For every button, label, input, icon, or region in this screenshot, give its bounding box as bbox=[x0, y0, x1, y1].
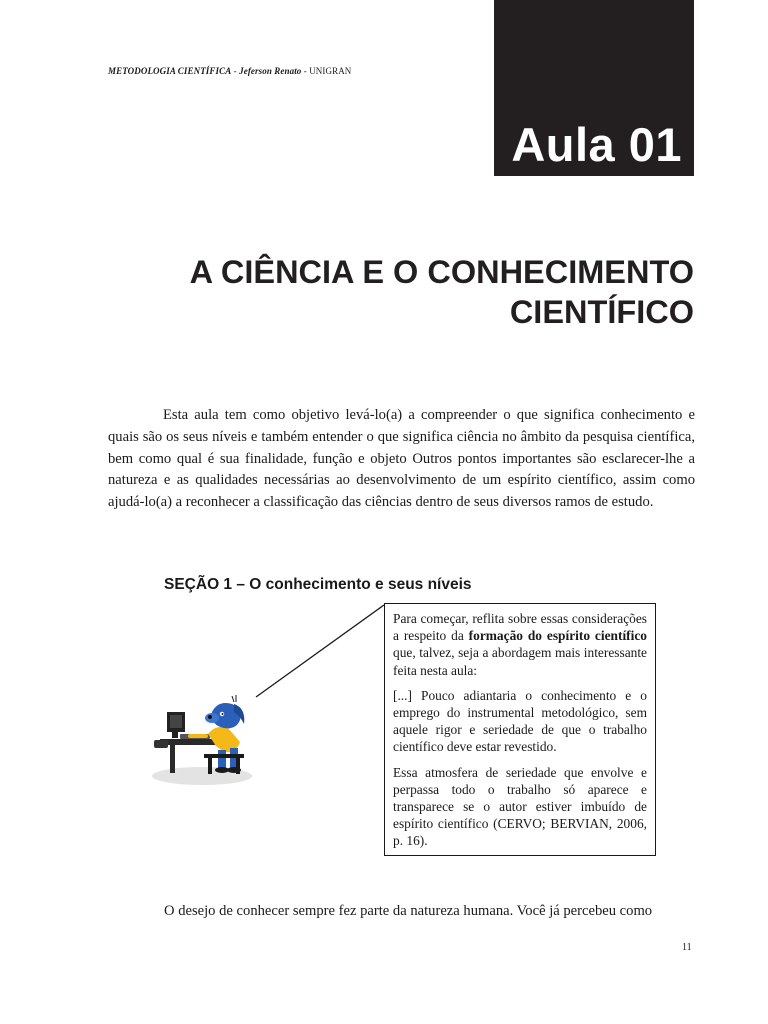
quote-intro-text: Para começar, reflita sobre essas considerações a respeito da bbox=[393, 611, 647, 644]
institution-name: UNIGRAN bbox=[309, 66, 352, 76]
quote-paragraph-1: [...] Pouco adiantaria o conhecimento e o emprego do instrumental metodológico, sem aquele rigor e seriedade de que o trabalho científico deve estar revestido. bbox=[393, 687, 647, 755]
course-name: METODOLOGIA CIENTÍFICA bbox=[108, 66, 232, 76]
closing-paragraph: O desejo de conhecer sempre fez parte da natureza humana. Você já percebeu como bbox=[164, 903, 653, 919]
author-name: Jeferson Renato bbox=[239, 66, 302, 76]
quote-bold-phrase: formação do espírito científico bbox=[468, 628, 647, 644]
running-header bbox=[108, 66, 351, 76]
dog-at-computer-illustration bbox=[146, 690, 258, 790]
quote-intro-paragraph bbox=[393, 610, 647, 679]
intro-text: Esta aula tem como objetivo levá-lo(a) a compreender o que significa conhecimento e quais são os seus níveis e também entender o que significa ciência no âmbito da pesquisa científica, bem como qual é sua finalidade, função e objeto Outros pontos importantes são esclarecer-lhe a natureza e as qualidades necessárias ao desenvolvimento de um espírito científico, assim como ajudá-lo(a) a reconhecer a classificação das ciências dentro de seus diversos ramos de estudo. bbox=[108, 407, 695, 511]
page-number: 11 bbox=[682, 942, 692, 953]
page-title-line-1: A CIÊNCIA E O CONHECIMENTO bbox=[189, 254, 694, 290]
quote-intro-text-end: que, talvez, seja a abordagem mais interessante feita nesta aula: bbox=[393, 645, 647, 678]
quote-box bbox=[384, 603, 656, 856]
section-heading: SEÇÃO 1 – O conhecimento e seus níveis bbox=[164, 576, 472, 593]
page-title bbox=[74, 252, 694, 332]
lesson-label-block bbox=[494, 0, 694, 176]
quote-paragraph-2: Essa atmosfera de seriedade que envolve e perpassa todo o trabalho só aparece e transparece se o autor estiver imbuído de espírito científico (CERVO; BERVIAN, 2006, p. 16). bbox=[393, 764, 647, 849]
header-separator: - bbox=[301, 66, 310, 76]
lesson-label: Aula 01 bbox=[511, 118, 682, 171]
header-separator: - bbox=[231, 66, 240, 76]
intro-paragraph bbox=[108, 405, 695, 514]
page-title-line-2: CIENTÍFICO bbox=[509, 294, 694, 330]
